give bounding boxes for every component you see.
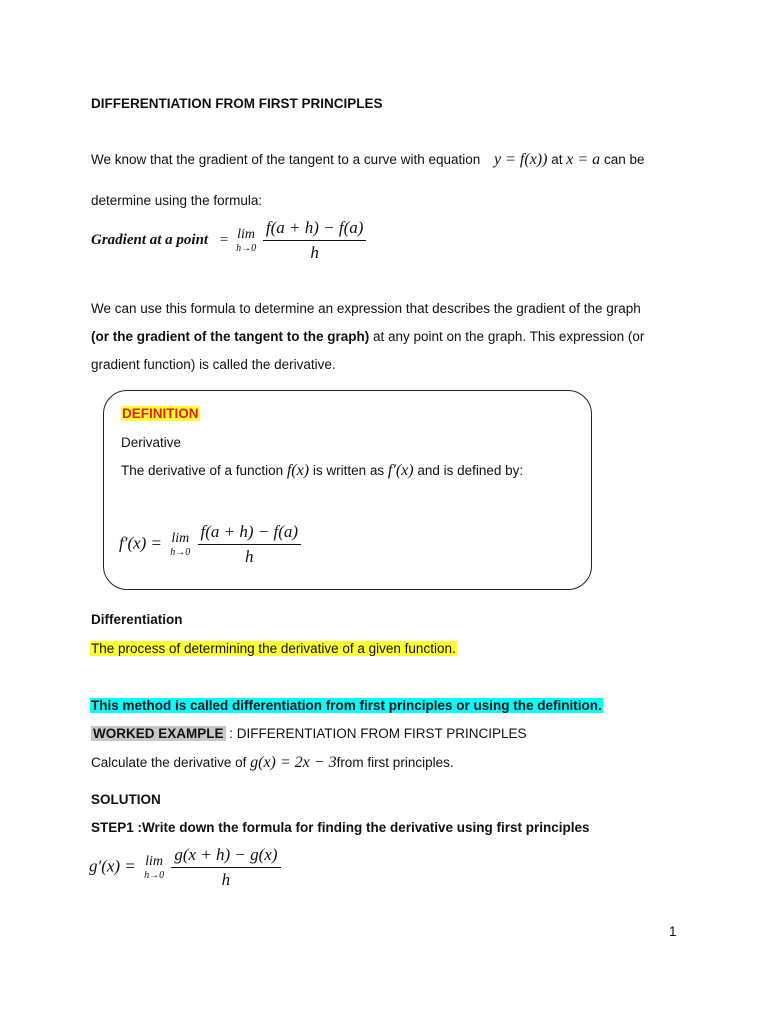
- lim-subscript: h→0: [170, 546, 191, 558]
- gradient-numerator: f(a + h) − f(a): [263, 218, 367, 241]
- definition-limit: [170, 532, 190, 558]
- task-text-b: from first principles.: [336, 755, 454, 770]
- method-note: This method is called differentiation from first principles or using the definition.: [91, 698, 602, 713]
- definition-text-b: is written as: [312, 463, 385, 478]
- definition-formula: [119, 522, 301, 567]
- worked-example-rest: : DIFFERENTIATION FROM FIRST PRINCIPLES: [225, 726, 527, 741]
- paragraph2-line-2: [91, 329, 644, 344]
- task-text-a: Calculate the derivative of: [91, 755, 247, 770]
- worked-example-task: [91, 754, 454, 772]
- definition-lhs: f′(x) =: [119, 533, 163, 553]
- gradient-limit: [236, 228, 256, 254]
- intro-can-be: can be: [603, 152, 645, 167]
- intro-equation-x: x = a: [566, 151, 601, 168]
- differentiation-heading: Differentiation: [91, 612, 183, 627]
- lim-text: lim: [145, 853, 163, 869]
- definition-numerator: f(a + h) − f(a): [198, 522, 302, 545]
- solution-denominator: h: [221, 870, 231, 889]
- differentiation-definition: The process of determining the derivative of a given function.: [91, 641, 456, 656]
- paragraph2-line-3: gradient function) is called the derivative.: [91, 357, 336, 372]
- definition-term: Derivative: [121, 435, 182, 450]
- intro-equation-y: y = f(x)): [494, 151, 548, 168]
- page-number: 1: [669, 924, 677, 939]
- lim-subscript: h→0: [236, 242, 257, 254]
- intro-line-1: [91, 151, 644, 169]
- solution-formula: [89, 845, 281, 890]
- solution-numerator: g(x + h) − g(x): [171, 845, 280, 868]
- solution-limit: [144, 855, 164, 881]
- gradient-equals: =: [219, 232, 229, 249]
- definition-denominator: h: [245, 547, 254, 566]
- intro-line-2: determine using the formula:: [91, 193, 263, 208]
- worked-example-heading: [91, 726, 527, 741]
- paragraph2-bold: (or the gradient of the tangent to the graph): [91, 329, 370, 344]
- gradient-formula: [91, 218, 366, 263]
- page-title: DIFFERENTIATION FROM FIRST PRINCIPLES: [91, 96, 383, 111]
- paragraph2-rest: at any point on the graph. This expression (or: [369, 329, 645, 344]
- solution-step1: STEP1 :Write down the formula for finding the derivative using first principles: [91, 820, 590, 835]
- definition-fraction: [198, 522, 302, 567]
- worked-example-label: WORKED EXAMPLE: [93, 726, 224, 741]
- gradient-label: Gradient at a point: [91, 232, 209, 249]
- solution-heading: SOLUTION: [91, 792, 161, 807]
- definition-text-a: The derivative of a function: [121, 463, 284, 478]
- solution-lhs: g′(x) =: [89, 856, 136, 876]
- gradient-denominator: h: [310, 243, 319, 262]
- definition-text: [121, 462, 523, 480]
- solution-fraction: [171, 845, 280, 890]
- intro-at: at: [551, 152, 563, 167]
- lim-subscript: h→0: [144, 869, 165, 881]
- lim-text: lim: [237, 226, 256, 242]
- definition-text-c: and is defined by:: [417, 463, 524, 478]
- definition-fx: f(x): [286, 462, 310, 479]
- gradient-fraction: [263, 218, 367, 263]
- definition-fprime: f′(x): [387, 462, 414, 479]
- paragraph2-line-1: We can use this formula to determine an expression that describes the gradient of the graph: [91, 301, 641, 316]
- definition-label: DEFINITION: [122, 406, 199, 421]
- task-function: g(x) = 2x − 3: [250, 754, 337, 771]
- lim-text: lim: [171, 530, 190, 546]
- intro-text: We know that the gradient of the tangent to a curve with equation: [91, 152, 481, 167]
